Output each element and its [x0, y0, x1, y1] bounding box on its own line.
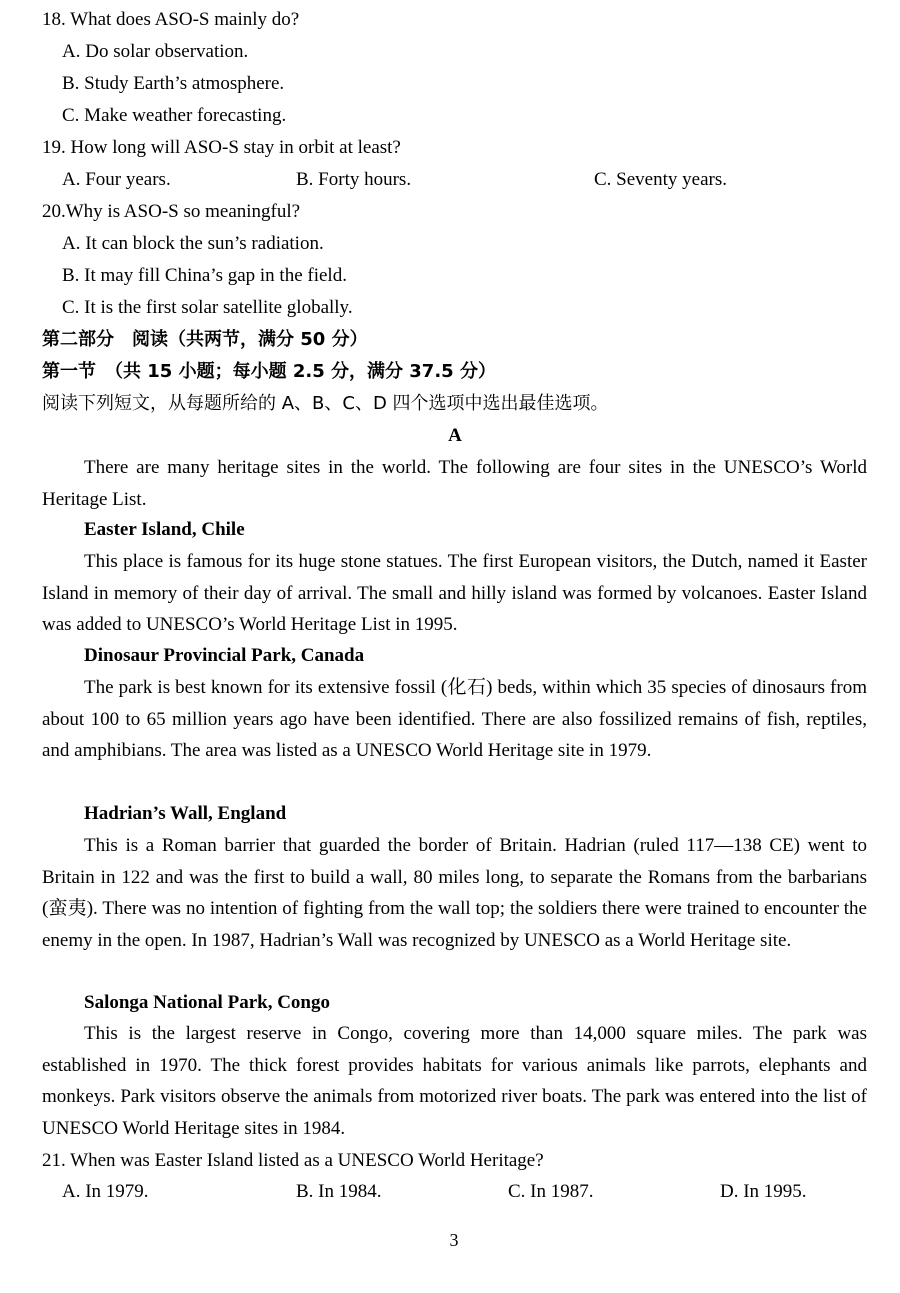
question-19-option-b: B. Forty hours. [296, 169, 412, 190]
question-20-option-a: A. It can block the sun’s radiation. [62, 233, 324, 254]
site-text-easter-island: This place is famous for its huge stone statues. The first European visitors, the Dutch, named it Easter Island in memory of their day of arrival. The small and hilly island was formed by volcanoes. Easter Island was added to UNESCO’s World Heritage List in 1995. [42, 551, 867, 635]
question-20-option-c: C. It is the first solar satellite globally. [62, 297, 353, 318]
site-text-salonga-park: This is the largest reserve in Congo, covering more than 14,000 square miles. The park was established in 1970. The thick forest provides habitats for various animals like parrots, elephants and monkeys. Park visitors observe the animals from motorized river boats. The park was entered into the list of UNESCO World Heritage sites in 1984. [42, 1023, 867, 1139]
question-21-option-b: B. In 1984. [296, 1181, 382, 1202]
question-20-option-b: B. It may fill China’s gap in the field. [62, 265, 347, 286]
site-heading-easter-island: Easter Island, Chile [84, 519, 245, 540]
question-21-option-a: A. In 1979. [62, 1181, 149, 1202]
question-18-option-a: A. Do solar observation. [62, 41, 249, 62]
section-instruction: 阅读下列短文，从每题所给的 A、B、C、D 四个选项中选出最佳选项。 [42, 393, 609, 414]
question-18-option-b: B. Study Earth’s atmosphere. [62, 73, 285, 94]
question-21-option-c: C. In 1987. [508, 1181, 594, 1202]
question-19-option-c: C. Seventy years. [594, 169, 727, 190]
section-subsection-heading: 第一节 （共 15 小题；每小题 2.5 分，满分 37.5 分） [42, 361, 496, 382]
site-heading-hadrians-wall: Hadrian’s Wall, England [84, 803, 287, 824]
question-21-option-d: D. In 1995. [720, 1181, 807, 1202]
question-19-option-a: A. Four years. [62, 169, 171, 190]
site-heading-salonga-park: Salonga National Park, Congo [84, 992, 330, 1013]
site-text-dinosaur-park: The park is best known for its extensive fossil (化石) beds, within which 35 species of dinosaurs from about 100 to 65 million years ago have been identified. There are also fossilized remains of fish, reptiles, and amphibians. The area was listed as a UNESCO World Heritage site in 1979. [42, 677, 867, 761]
question-18-stem: 18. What does ASO-S mainly do? [42, 9, 300, 30]
question-19-stem: 19. How long will ASO-S stay in orbit at least? [42, 137, 401, 158]
question-21-stem: 21. When was Easter Island listed as a UNESCO World Heritage? [42, 1150, 544, 1171]
question-20-stem: 20.Why is ASO-S so meaningful? [42, 201, 301, 222]
page-number: 3 [449, 1230, 459, 1250]
passage-intro: There are many heritage sites in the world. The following are four sites in the UNESCO’s World Heritage List. [42, 457, 867, 510]
passage-label: A [448, 425, 462, 446]
section-part-heading: 第二部分 阅读（共两节，满分 50 分） [42, 329, 368, 350]
site-text-hadrians-wall: This is a Roman barrier that guarded the border of Britain. Hadrian (ruled 117—138 CE) went to Britain in 122 and was the first to build a wall, 80 miles long, to separate the Romans from the barbarians (蛮夷). There was no intention of fighting from the wall top; the soldiers there were trained to encounter the enemy in the open. In 1987, Hadrian’s Wall was recognized by UNESCO as a World Heritage site. [42, 835, 867, 951]
question-18-option-c: C. Make weather forecasting. [62, 105, 287, 126]
site-heading-dinosaur-park: Dinosaur Provincial Park, Canada [84, 645, 365, 666]
